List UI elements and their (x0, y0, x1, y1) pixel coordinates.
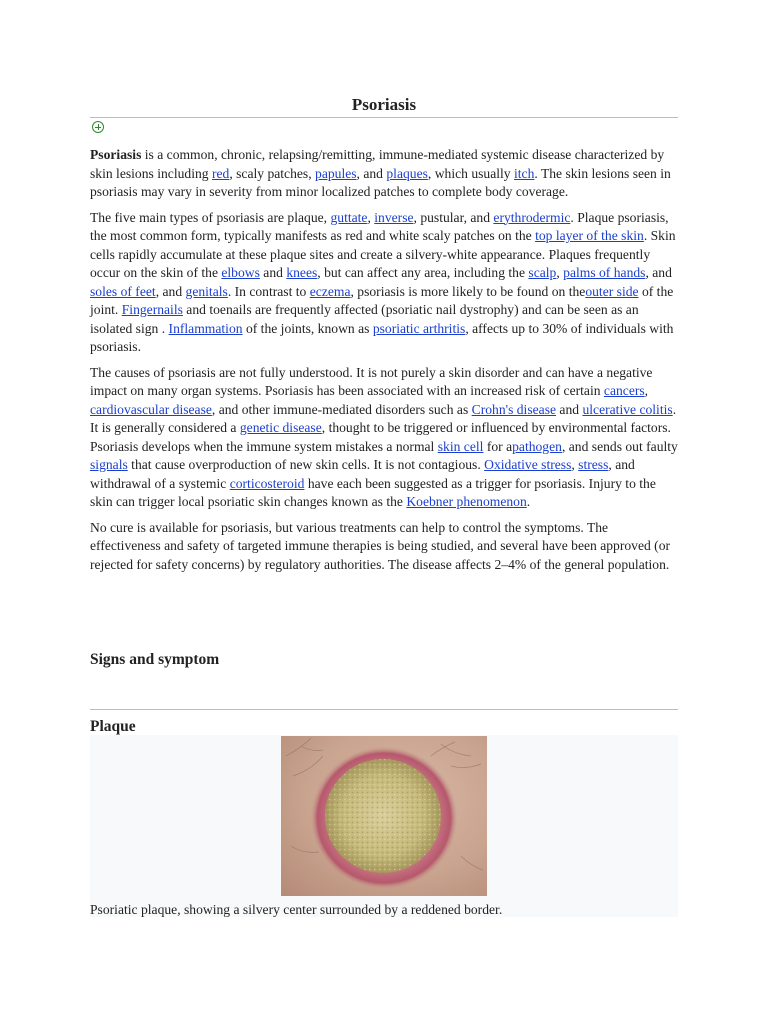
article-link[interactable]: guttate (330, 209, 368, 225)
section-heading: Signs and symptom (90, 651, 220, 668)
text-run: . It is generally considered a (90, 401, 677, 435)
article-link[interactable]: skin cell (437, 438, 484, 454)
text-run: and (556, 401, 583, 417)
article-link[interactable]: outer side (585, 283, 639, 299)
article-link[interactable]: knees (286, 265, 318, 280)
text-run: , (644, 383, 649, 398)
paragraph (90, 364, 678, 512)
text-run: , pustular, and (413, 209, 494, 225)
article-body (90, 146, 678, 581)
text-run: , (556, 265, 564, 280)
text-run: . The skin lesions seen in psoriasis may vary in severity from minor localized patches to complete body coverage. (90, 165, 671, 199)
article-link[interactable]: elbows (221, 265, 260, 280)
text-run: No cure is available for psoriasis, but various treatments can help to control the symptoms. The effectiveness and safety of targeted immune therapies is being studied, and several have been approved (or rejected for safety concerns) by regulatory authorities. The disease affects 2–4% of the general population. (90, 519, 671, 572)
psoriatic-plaque-photo[interactable] (281, 736, 487, 896)
title-divider (90, 117, 678, 118)
plus-circle-icon[interactable] (92, 121, 104, 133)
text-run: have each been suggested as a trigger for psoriasis. Injury to the skin can trigger local psoriatic skin changes known as the (90, 475, 656, 509)
text-run: and (259, 265, 287, 280)
article-link[interactable]: itch (514, 165, 535, 181)
text-run: , scaly patches, (229, 165, 316, 181)
text-run: , (571, 457, 579, 472)
article-link[interactable]: corticosteroid (229, 475, 305, 491)
article-link[interactable]: eczema (309, 283, 351, 299)
text-run: , which usually (427, 165, 514, 181)
text-run: , psoriasis is more likely to be found on the (350, 283, 586, 299)
text-run: , and (155, 283, 186, 299)
article-link[interactable]: cardiovascular disease (90, 401, 212, 417)
article-link[interactable]: scalp (528, 265, 557, 280)
plaque-illustration (281, 736, 487, 896)
subsection-heading: Plaque (90, 718, 136, 735)
article-link[interactable]: inverse (374, 209, 414, 225)
bold-term: Psoriasis (90, 147, 142, 162)
paragraph (90, 209, 678, 357)
article-link[interactable]: palms of hands (563, 265, 646, 280)
article-link[interactable]: signals (90, 457, 128, 472)
text-run: and toenails are frequently affected (psoriatic nail dystrophy) and can be seen as an isolated sign . (90, 302, 639, 336)
article-link[interactable]: Koebner phenomenon (406, 494, 527, 509)
article-link[interactable]: stress (578, 457, 609, 472)
article-link[interactable]: soles of feet (90, 283, 156, 299)
article-link[interactable]: Crohn's disease (471, 401, 557, 417)
text-run: of the joint. (90, 283, 674, 317)
paragraph (90, 146, 678, 202)
figure (90, 735, 678, 917)
paragraph (90, 519, 678, 575)
text-run: , affects up to 30% of individuals with psoriasis. (90, 320, 674, 354)
text-run: , but can affect any area, including the (317, 265, 529, 280)
article-link[interactable]: genitals (185, 283, 228, 299)
text-run: , and other immune-mediated disorders such as (211, 401, 472, 417)
text-run: . (526, 494, 531, 509)
article-link[interactable]: genetic disease (239, 420, 322, 435)
article-link[interactable]: top layer of the skin (535, 228, 644, 243)
text-run: , thought to be triggered or influenced by environmental factors. Psoriasis develops when the immune system mistakes a normal (90, 420, 671, 454)
article-link[interactable]: Oxidative stress (484, 457, 572, 472)
article-link[interactable]: red (211, 165, 230, 181)
article-link[interactable]: erythrodermic (493, 209, 571, 225)
article-link[interactable]: psoriatic arthritis (372, 320, 466, 336)
text-run: . Skin cells rapidly accumulate at these plaque sites and create a silvery-white appearance. Plaques frequently occur on the skin of the (90, 228, 676, 280)
text-run: The five main types of psoriasis are plaque, (90, 209, 331, 225)
article-link[interactable]: pathogen (512, 438, 562, 454)
text-run: , and (645, 265, 672, 280)
text-run: is a common, chronic, relapsing/remitting, immune-mediated systemic disease characterized by skin lesions including (90, 147, 665, 181)
text-run: . In contrast to (227, 283, 310, 299)
section-divider (90, 709, 678, 710)
text-run: , (367, 209, 375, 225)
text-run: The causes of psoriasis are not fully understood. It is not purely a skin disorder and can have a negative impact on many organ systems. Psoriasis has been associated with an increased risk of certain (90, 364, 653, 398)
text-run: that cause overproduction of new skin cells. It is not contagious. (127, 457, 485, 472)
text-run: for a (483, 438, 513, 454)
figure-caption: Psoriatic plaque, showing a silvery center surrounded by a reddened border. (90, 902, 503, 917)
article-link[interactable]: papules (315, 165, 357, 181)
text-run: , and withdrawal of a systemic (90, 457, 635, 491)
article-link[interactable]: cancers (603, 383, 645, 398)
text-run: . Plaque psoriasis, the most common form, typically manifests as red and white scaly patches on the (90, 209, 669, 243)
article-link[interactable]: ulcerative colitis (582, 401, 673, 417)
page-title: Psoriasis (351, 95, 417, 114)
text-run: of the joints, known as (242, 320, 373, 336)
article-link[interactable]: Inflammation (168, 320, 243, 336)
text-run: , and sends out faulty (561, 438, 678, 454)
article-link[interactable]: Fingernails (121, 302, 183, 317)
text-run: , and (356, 165, 387, 181)
article-link[interactable]: plaques (386, 165, 428, 181)
